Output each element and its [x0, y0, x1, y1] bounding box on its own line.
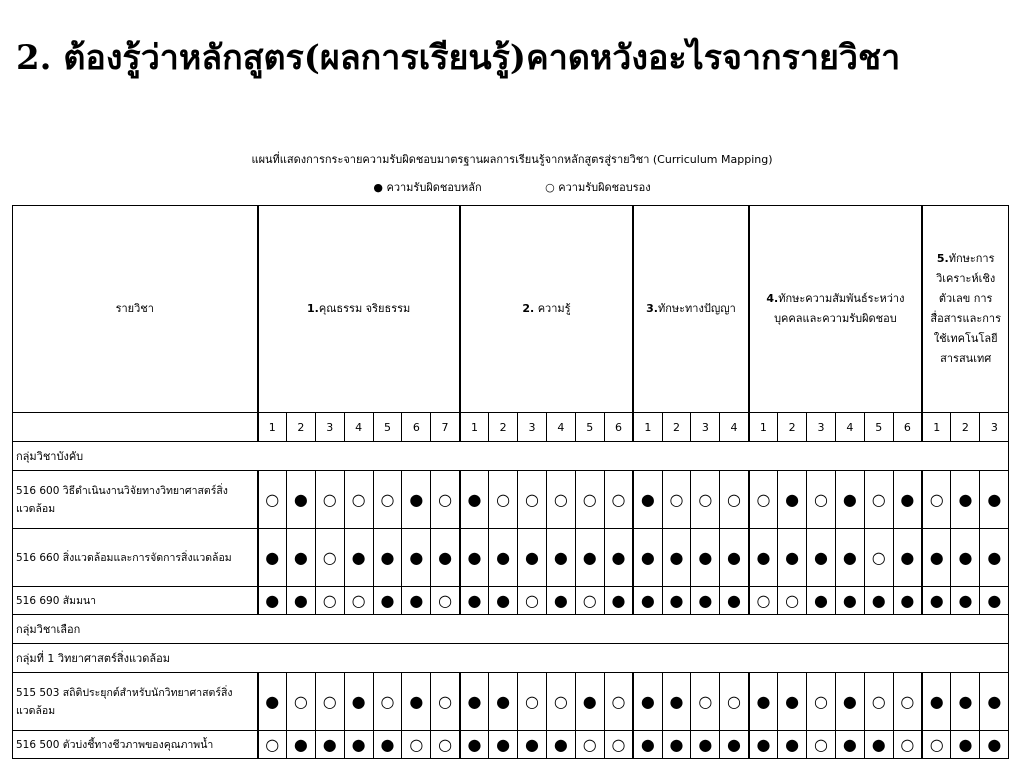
primary-responsibility-mark: ● — [373, 529, 402, 587]
primary-responsibility-mark: ● — [835, 529, 864, 587]
primary-responsibility-mark: ● — [749, 731, 778, 759]
primary-responsibility-mark: ● — [258, 673, 287, 731]
primary-responsibility-mark: ● — [518, 529, 547, 587]
primary-responsibility-mark: ● — [633, 587, 662, 615]
primary-responsibility-mark: ● — [807, 529, 836, 587]
primary-responsibility-mark: ● — [893, 587, 922, 615]
secondary-responsibility-mark: ○ — [402, 731, 431, 759]
legend-primary-symbol: ● — [373, 181, 383, 194]
primary-responsibility-mark: ● — [720, 731, 749, 759]
sub-outcome-number: 1 — [633, 413, 662, 442]
primary-responsibility-mark: ● — [460, 529, 489, 587]
primary-responsibility-mark: ● — [633, 731, 662, 759]
primary-responsibility-mark: ● — [518, 731, 547, 759]
primary-responsibility-mark: ● — [402, 529, 431, 587]
sub-outcome-number: 2 — [662, 413, 691, 442]
sub-outcome-number: 3 — [980, 413, 1009, 442]
primary-responsibility-mark: ● — [835, 471, 864, 529]
primary-responsibility-mark: ● — [951, 673, 980, 731]
sub-outcome-number: 3 — [518, 413, 547, 442]
slide-title: 2. ต้องรู้ว่าหลักสูตร(ผลการเรียนรู้)คาดหวังอะไรจากรายวิชา — [16, 38, 901, 78]
empty-cell — [13, 413, 258, 442]
secondary-responsibility-mark: ○ — [691, 673, 720, 731]
primary-responsibility-mark: ● — [286, 471, 315, 529]
secondary-responsibility-mark: ○ — [922, 471, 951, 529]
secondary-responsibility-mark: ○ — [431, 673, 460, 731]
secondary-responsibility-mark: ○ — [864, 471, 893, 529]
sub-outcome-number: 5 — [864, 413, 893, 442]
course-row — [13, 471, 1009, 529]
secondary-responsibility-mark: ○ — [258, 471, 287, 529]
primary-responsibility-mark: ● — [575, 529, 604, 587]
course-row — [13, 673, 1009, 731]
secondary-responsibility-mark: ○ — [575, 587, 604, 615]
secondary-responsibility-mark: ○ — [807, 731, 836, 759]
secondary-responsibility-mark: ○ — [431, 471, 460, 529]
primary-responsibility-mark: ● — [546, 587, 575, 615]
primary-responsibility-mark: ● — [460, 587, 489, 615]
sub-outcome-number: 5 — [373, 413, 402, 442]
sub-outcome-number: 1 — [258, 413, 287, 442]
secondary-responsibility-mark: ○ — [546, 471, 575, 529]
course-name: 515 503 สถิติประยุกต์สำหรับนักวิทยาศาสตร์สิ่งแวดล้อม — [13, 673, 258, 731]
secondary-responsibility-mark: ○ — [807, 673, 836, 731]
primary-responsibility-mark: ● — [662, 731, 691, 759]
course-row — [13, 731, 1009, 759]
primary-responsibility-mark: ● — [575, 673, 604, 731]
primary-responsibility-mark: ● — [807, 587, 836, 615]
primary-responsibility-mark: ● — [778, 731, 807, 759]
primary-responsibility-mark: ● — [893, 529, 922, 587]
secondary-responsibility-mark: ○ — [315, 587, 344, 615]
primary-responsibility-mark: ● — [402, 587, 431, 615]
primary-responsibility-mark: ● — [373, 587, 402, 615]
domain-number: 1. — [307, 302, 319, 315]
primary-responsibility-mark: ● — [402, 471, 431, 529]
sub-outcome-number: 3 — [691, 413, 720, 442]
course-name: 516 690 สัมมนา — [13, 587, 258, 615]
domain-number: 3. — [646, 302, 658, 315]
sub-outcome-number-row — [13, 413, 1009, 442]
secondary-responsibility-mark: ○ — [315, 471, 344, 529]
domain-header-4 — [749, 206, 922, 413]
primary-responsibility-mark: ● — [778, 673, 807, 731]
secondary-responsibility-mark: ○ — [344, 587, 373, 615]
course-name: 516 500 ตัวบ่งชี้ทางชีวภาพของคุณภาพน้ำ — [13, 731, 258, 759]
primary-responsibility-mark: ● — [720, 587, 749, 615]
primary-responsibility-mark: ● — [258, 587, 287, 615]
primary-responsibility-mark: ● — [922, 673, 951, 731]
secondary-responsibility-mark: ○ — [604, 471, 633, 529]
primary-responsibility-mark: ● — [691, 731, 720, 759]
primary-responsibility-mark: ● — [344, 529, 373, 587]
domain-header-3 — [633, 206, 749, 413]
legend-primary — [373, 181, 481, 194]
group-label: กลุ่มที่ 1 วิทยาศาสตร์สิ่งแวดล้อม — [13, 644, 1009, 673]
secondary-responsibility-mark: ○ — [575, 731, 604, 759]
secondary-responsibility-mark: ○ — [373, 673, 402, 731]
sub-outcome-number: 4 — [835, 413, 864, 442]
secondary-responsibility-mark: ○ — [893, 673, 922, 731]
primary-responsibility-mark: ● — [286, 587, 315, 615]
primary-responsibility-mark: ● — [286, 529, 315, 587]
domain-number: 5. — [936, 252, 949, 265]
primary-responsibility-mark: ● — [489, 587, 518, 615]
sub-outcome-number: 3 — [315, 413, 344, 442]
group-row — [13, 644, 1009, 673]
legend-secondary-symbol: ○ — [545, 181, 555, 194]
primary-responsibility-mark: ● — [258, 529, 287, 587]
domain-name: ทักษะทางปัญญา — [657, 302, 736, 315]
secondary-responsibility-mark: ○ — [518, 587, 547, 615]
primary-responsibility-mark: ● — [778, 529, 807, 587]
secondary-responsibility-mark: ○ — [604, 731, 633, 759]
domain-header-5 — [922, 206, 1009, 413]
primary-responsibility-mark: ● — [980, 731, 1009, 759]
course-column-header: รายวิชา — [13, 206, 258, 413]
primary-responsibility-mark: ● — [749, 529, 778, 587]
sub-outcome-number: 1 — [749, 413, 778, 442]
primary-responsibility-mark: ● — [662, 587, 691, 615]
secondary-responsibility-mark: ○ — [778, 587, 807, 615]
primary-responsibility-mark: ● — [604, 587, 633, 615]
secondary-responsibility-mark: ○ — [286, 673, 315, 731]
sub-outcome-number: 2 — [489, 413, 518, 442]
domain-name: ทักษะความสัมพันธ์ระหว่างบุคคลและความรับผิดชอบ — [774, 292, 905, 325]
primary-responsibility-mark: ● — [315, 731, 344, 759]
primary-responsibility-mark: ● — [460, 471, 489, 529]
sub-outcome-number: 7 — [431, 413, 460, 442]
legend — [0, 178, 1024, 196]
domain-header-row — [13, 206, 1009, 413]
primary-responsibility-mark: ● — [720, 529, 749, 587]
primary-responsibility-mark: ● — [922, 529, 951, 587]
sub-outcome-number: 1 — [460, 413, 489, 442]
secondary-responsibility-mark: ○ — [489, 471, 518, 529]
primary-responsibility-mark: ● — [604, 529, 633, 587]
sub-outcome-number: 4 — [720, 413, 749, 442]
sub-outcome-number: 4 — [546, 413, 575, 442]
secondary-responsibility-mark: ○ — [258, 731, 287, 759]
primary-responsibility-mark: ● — [286, 731, 315, 759]
secondary-responsibility-mark: ○ — [662, 471, 691, 529]
secondary-responsibility-mark: ○ — [575, 471, 604, 529]
secondary-responsibility-mark: ○ — [604, 673, 633, 731]
primary-responsibility-mark: ● — [633, 529, 662, 587]
primary-responsibility-mark: ● — [951, 731, 980, 759]
secondary-responsibility-mark: ○ — [691, 471, 720, 529]
course-row — [13, 587, 1009, 615]
primary-responsibility-mark: ● — [893, 471, 922, 529]
secondary-responsibility-mark: ○ — [749, 587, 778, 615]
primary-responsibility-mark: ● — [633, 471, 662, 529]
domain-name: คุณธรรม จริยธรรม — [318, 302, 411, 315]
primary-responsibility-mark: ● — [835, 587, 864, 615]
secondary-responsibility-mark: ○ — [315, 529, 344, 587]
sub-outcome-number: 6 — [604, 413, 633, 442]
legend-primary-label: ความรับผิดชอบหลัก — [386, 181, 482, 194]
domain-name: ทักษะการวิเคราะห์เชิงตัวเลข การสื่อสารและการใช้เทคโนโลยีสารสนเทศ — [930, 252, 1001, 365]
group-row — [13, 442, 1009, 471]
primary-responsibility-mark: ● — [431, 529, 460, 587]
domain-header-1 — [258, 206, 460, 413]
course-name: 516 660 สิ่งแวดล้อมและการจัดการสิ่งแวดล้อม — [13, 529, 258, 587]
sub-outcome-number: 4 — [344, 413, 373, 442]
secondary-responsibility-mark: ○ — [431, 731, 460, 759]
secondary-responsibility-mark: ○ — [518, 471, 547, 529]
primary-responsibility-mark: ● — [691, 587, 720, 615]
sub-outcome-number: 3 — [807, 413, 836, 442]
primary-responsibility-mark: ● — [633, 673, 662, 731]
primary-responsibility-mark: ● — [951, 529, 980, 587]
secondary-responsibility-mark: ○ — [807, 471, 836, 529]
primary-responsibility-mark: ● — [980, 587, 1009, 615]
legend-secondary — [545, 181, 651, 194]
secondary-responsibility-mark: ○ — [864, 529, 893, 587]
curriculum-mapping-table — [12, 205, 1009, 759]
primary-responsibility-mark: ● — [662, 673, 691, 731]
course-row — [13, 529, 1009, 587]
secondary-responsibility-mark: ○ — [373, 471, 402, 529]
sub-outcome-number: 6 — [893, 413, 922, 442]
primary-responsibility-mark: ● — [951, 471, 980, 529]
sub-outcome-number: 2 — [778, 413, 807, 442]
sub-outcome-number: 2 — [951, 413, 980, 442]
primary-responsibility-mark: ● — [662, 529, 691, 587]
group-label: กลุ่มวิชาบังคับ — [13, 442, 1009, 471]
domain-number: 2. — [522, 302, 535, 315]
domain-name: ความรู้ — [534, 302, 571, 315]
domain-number: 4. — [766, 292, 779, 305]
domain-header-2 — [460, 206, 633, 413]
primary-responsibility-mark: ● — [864, 587, 893, 615]
primary-responsibility-mark: ● — [980, 529, 1009, 587]
primary-responsibility-mark: ● — [691, 529, 720, 587]
primary-responsibility-mark: ● — [373, 731, 402, 759]
primary-responsibility-mark: ● — [980, 673, 1009, 731]
secondary-responsibility-mark: ○ — [922, 731, 951, 759]
primary-responsibility-mark: ● — [344, 731, 373, 759]
primary-responsibility-mark: ● — [835, 731, 864, 759]
primary-responsibility-mark: ● — [749, 673, 778, 731]
primary-responsibility-mark: ● — [489, 731, 518, 759]
sub-outcome-number: 2 — [286, 413, 315, 442]
secondary-responsibility-mark: ○ — [344, 471, 373, 529]
primary-responsibility-mark: ● — [922, 587, 951, 615]
curriculum-map-title: แผนที่แสดงการกระจายความรับผิดชอบมาตรฐานผลการเรียนรู้จากหลักสูตรสู่รายวิชา (Curriculum Mapping) — [251, 153, 773, 166]
primary-responsibility-mark: ● — [778, 471, 807, 529]
secondary-responsibility-mark: ○ — [546, 673, 575, 731]
secondary-responsibility-mark: ○ — [749, 471, 778, 529]
group-row — [13, 615, 1009, 644]
secondary-responsibility-mark: ○ — [431, 587, 460, 615]
primary-responsibility-mark: ● — [835, 673, 864, 731]
sub-outcome-number: 1 — [922, 413, 951, 442]
primary-responsibility-mark: ● — [546, 731, 575, 759]
group-label: กลุ่มวิชาเลือก — [13, 615, 1009, 644]
primary-responsibility-mark: ● — [951, 587, 980, 615]
primary-responsibility-mark: ● — [980, 471, 1009, 529]
secondary-responsibility-mark: ○ — [864, 673, 893, 731]
primary-responsibility-mark: ● — [546, 529, 575, 587]
primary-responsibility-mark: ● — [460, 731, 489, 759]
primary-responsibility-mark: ● — [344, 673, 373, 731]
course-name: 516 600 วิธีดำเนินงานวิจัยทางวิทยาศาสตร์สิ่งแวดล้อม — [13, 471, 258, 529]
secondary-responsibility-mark: ○ — [720, 673, 749, 731]
primary-responsibility-mark: ● — [864, 731, 893, 759]
primary-responsibility-mark: ● — [402, 673, 431, 731]
secondary-responsibility-mark: ○ — [315, 673, 344, 731]
legend-secondary-label: ความรับผิดชอบรอง — [558, 181, 651, 194]
sub-outcome-number: 5 — [575, 413, 604, 442]
secondary-responsibility-mark: ○ — [720, 471, 749, 529]
primary-responsibility-mark: ● — [489, 529, 518, 587]
primary-responsibility-mark: ● — [489, 673, 518, 731]
primary-responsibility-mark: ● — [460, 673, 489, 731]
secondary-responsibility-mark: ○ — [893, 731, 922, 759]
sub-outcome-number: 6 — [402, 413, 431, 442]
secondary-responsibility-mark: ○ — [518, 673, 547, 731]
